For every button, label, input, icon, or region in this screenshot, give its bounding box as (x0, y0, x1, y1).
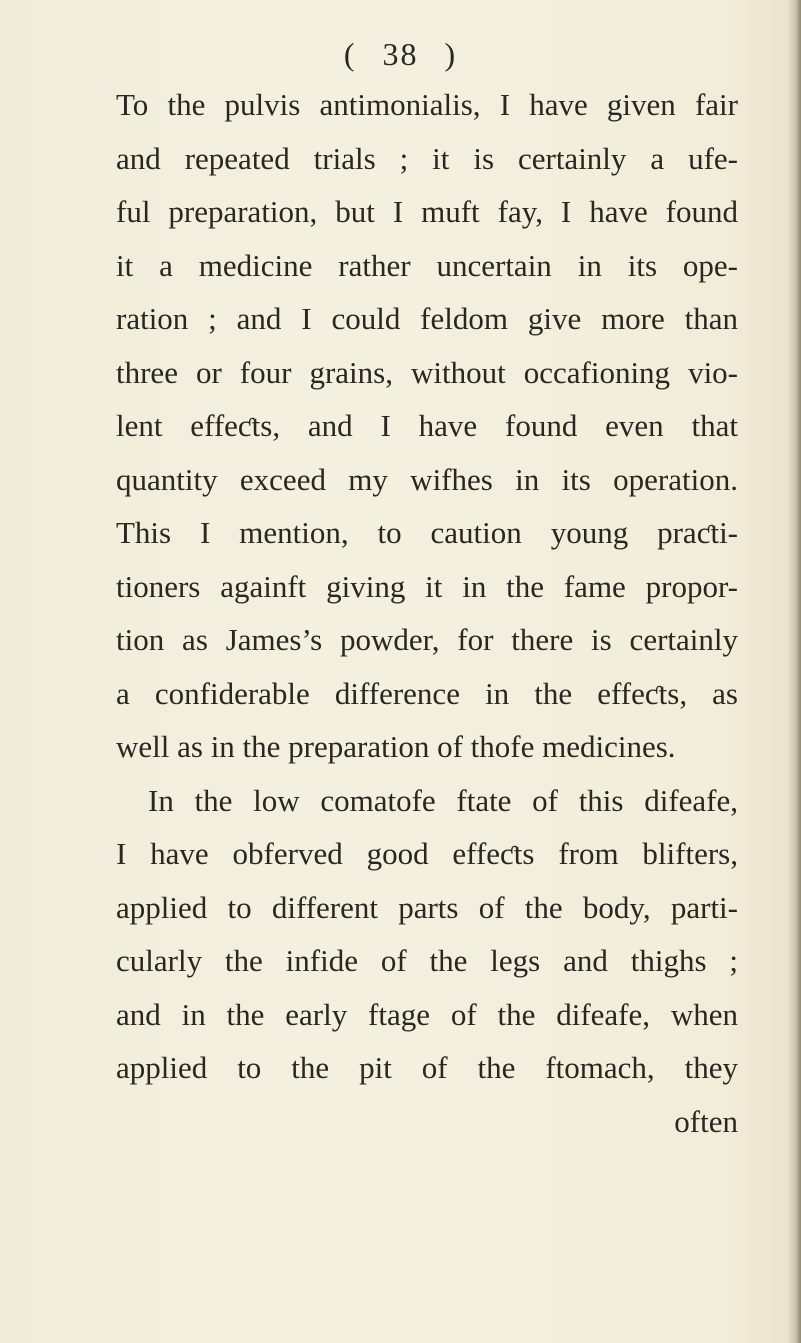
text-line: This I mention, to caution young praƈti- (116, 515, 738, 550)
text-line: To the pulvis antimonialis, I have given fair (116, 87, 738, 122)
page-number-close-paren: ) (444, 36, 458, 72)
text-line: lent effeƈts, and I have found even that (116, 408, 738, 443)
text-line: three or four grains, without occafioning vio- (116, 354, 738, 390)
page-number-open-paren: ( (343, 36, 357, 72)
text-line: it a medicine rather uncertain in its ope- (116, 247, 738, 283)
page-number-value: 38 (382, 36, 419, 72)
text-line: and repeated trials ; it is certainly a ufe- (116, 140, 738, 176)
text-line: tion as James’s powder, for there is certainly (116, 622, 738, 657)
text-line: applied to the pit of the ftomach, they (116, 1050, 738, 1085)
paragraph-first-line: In the low comatofe ftate of this difeafe, (148, 782, 738, 818)
text-line: a confiderable difference in the effeƈts, as (116, 675, 738, 711)
text-line: applied to different parts of the body, parti- (116, 889, 738, 925)
text-line: I have obferved good effeƈts from blifters, (116, 836, 738, 871)
page-edge-shadow (787, 0, 801, 1343)
text-line: ful preparation, but I muft fay, I have found (116, 194, 738, 229)
text-line: well as in the preparation of thofe medicines. (116, 729, 676, 764)
text-line: ration ; and I could feldom give more than (116, 301, 738, 336)
catchword: often (674, 1103, 738, 1139)
text-line: quantity exceed my wifhes in its operation. (116, 461, 738, 497)
page-number (0, 36, 801, 73)
body-text (116, 78, 738, 1148)
text-line: and in the early ftage of the difeafe, when (116, 996, 738, 1032)
text-line: cularly the infide of the legs and thighs ; (116, 943, 738, 978)
text-line: tioners againft giving it in the fame propor- (116, 568, 738, 604)
